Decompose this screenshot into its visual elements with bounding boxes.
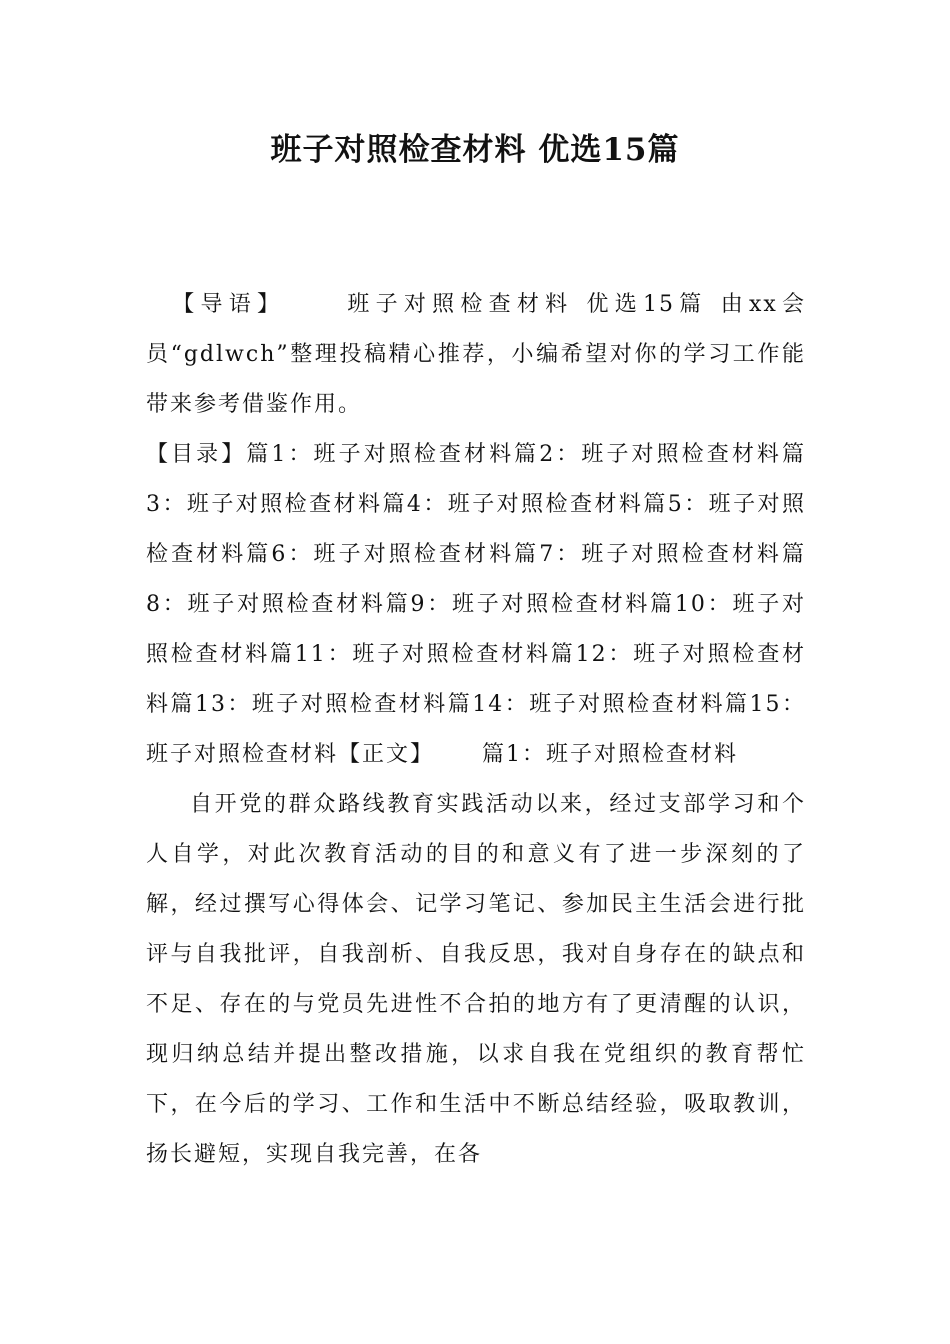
toc-label: 【目录】 bbox=[146, 442, 247, 467]
toc-paragraph bbox=[146, 430, 806, 780]
document-title: 班子对照检查材料 优选15篇 bbox=[270, 132, 680, 168]
first-heading: 篇1：班子对照检查材料 bbox=[482, 742, 739, 767]
intro-paragraph bbox=[146, 280, 806, 430]
toc-text: 篇1：班子对照检查材料篇2：班子对照检查材料篇3：班子对照检查材料篇4：班子对照检查材料篇5：班子对照检查材料篇6：班子对照检查材料篇7：班子对照检查材料篇8：班子对照检查材料篇9：班子对照检查材料篇10：班子对照检查材料篇11：班子对照检查材料篇12：班子对照检查材料篇13：班子对照检查材料篇14：班子对照检查材料篇15：班子对照检查材料 bbox=[146, 442, 806, 767]
body-paragraph: 自开党的群众路线教育实践活动以来，经过支部学习和个人自学，对此次教育活动的目的和意义有了进一步深刻的了解，经过撰写心得体会、记学习笔记、参加民主生活会进行批评与自我批评，自我剖析、自我反思，我对自身存在的缺点和不足、存在的与党员先进性不合拍的地方有了更清醒的认识，现归纳总结并提出整改措施，以求自我在党组织的教育帮忙下，在今后的学习、工作和生活中不断总结经验，吸取教训，扬长避短，实现自我完善，在各 bbox=[146, 792, 806, 1167]
intro-text: 班子对照检查材料 优选15篇 由xx会员“gdlwch”整理投稿精心推荐，小编希望对你的学习工作能带来参考借鉴作用。 bbox=[146, 292, 806, 417]
body-label: 【正文】 bbox=[338, 742, 435, 767]
intro-label: 【导语】 bbox=[168, 292, 286, 317]
document-body bbox=[146, 280, 806, 1180]
